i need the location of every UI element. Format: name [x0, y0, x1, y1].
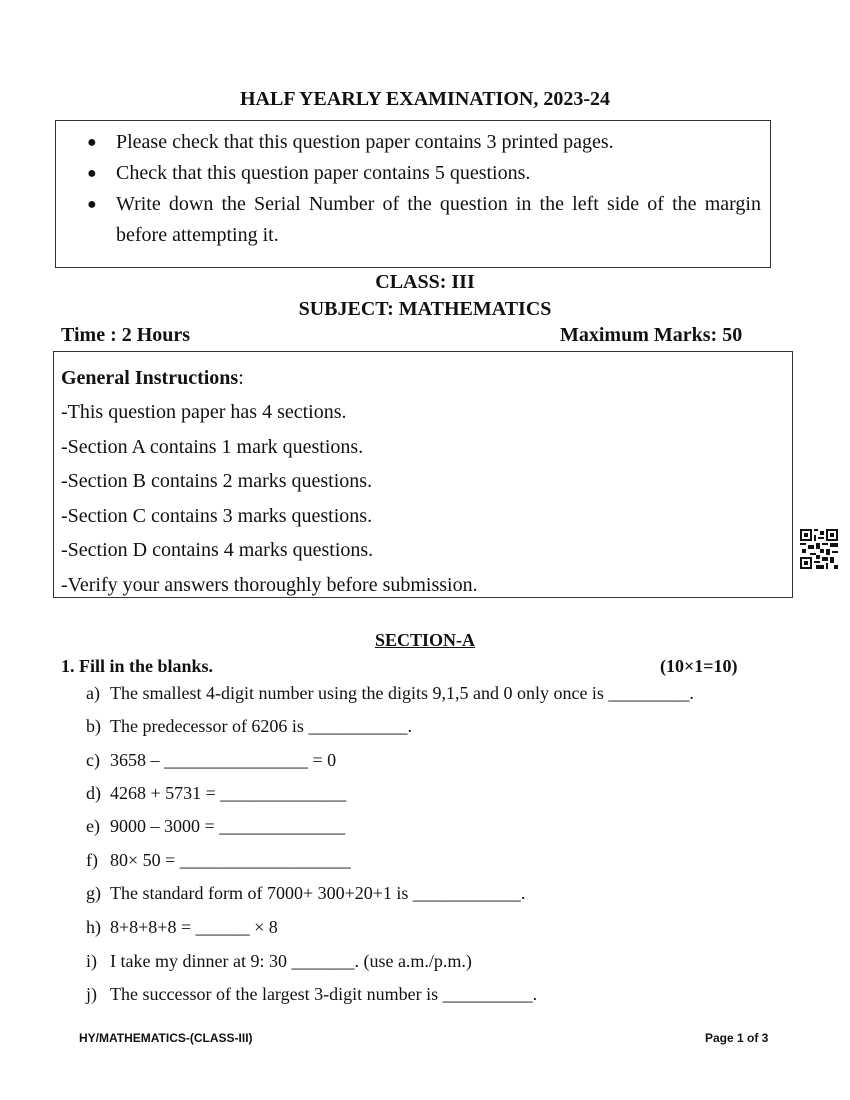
item-text: 4268 + 5731 = ______________	[110, 783, 347, 803]
note-item	[87, 189, 761, 251]
question-item	[86, 783, 346, 804]
instruction-line: -This question paper has 4 sections.	[61, 401, 347, 423]
question-item	[86, 850, 351, 871]
note-text: Check that this question paper contains 5 questions.	[116, 162, 531, 184]
bullet-icon: ●	[87, 134, 97, 151]
instruction-line: -Verify your answers thoroughly before submission.	[61, 574, 478, 596]
item-text: 80× 50 = ___________________	[110, 850, 351, 870]
item-label: b)	[86, 716, 101, 736]
footer-paper-code: HY/MATHEMATICS-(CLASS-III)	[79, 1031, 253, 1045]
bullet-icon: ●	[87, 196, 97, 213]
item-text: The smallest 4-digit number using the digits 9,1,5 and 0 only once is _________.	[110, 683, 694, 703]
footer-page-number: Page 1 of 3	[705, 1031, 769, 1045]
qr-code-icon	[800, 529, 838, 569]
notes-box	[55, 120, 771, 268]
item-text: The predecessor of 6206 is ___________.	[110, 716, 412, 736]
general-instructions-heading	[61, 367, 244, 390]
item-label: g)	[86, 883, 101, 903]
item-text: The successor of the largest 3-digit number is __________.	[110, 984, 538, 1004]
item-label: c)	[86, 750, 100, 770]
section-a-title: SECTION-A	[374, 630, 476, 650]
item-label: a)	[86, 683, 100, 703]
question-item	[86, 984, 537, 1005]
instruction-line: -Section D contains 4 marks questions.	[61, 539, 374, 561]
instruction-line: -Section B contains 2 marks questions.	[61, 470, 373, 492]
question-item	[86, 816, 345, 837]
bullet-icon: ●	[87, 165, 97, 182]
instructions-heading-colon: :	[238, 367, 244, 389]
item-text: The standard form of 7000+ 300+20+1 is ____________.	[110, 883, 526, 903]
exam-title: HALF YEARLY EXAMINATION, 2023-24	[239, 88, 611, 110]
note-item	[87, 158, 761, 189]
note-text: Please check that this question paper contains 3 printed pages.	[116, 131, 614, 153]
subject-label: SUBJECT: MATHEMATICS	[298, 298, 552, 320]
question-item	[86, 683, 694, 704]
item-label: j)	[86, 984, 97, 1004]
item-label: f)	[86, 850, 98, 870]
item-label: e)	[86, 816, 100, 836]
note-item	[87, 127, 761, 158]
instruction-line: -Section C contains 3 marks questions.	[61, 505, 373, 527]
instructions-heading-text: General Instructions	[61, 367, 239, 389]
item-text: I take my dinner at 9: 30 _______. (use a.m./p.m.)	[110, 951, 472, 971]
time-label: Time : 2 Hours	[61, 324, 191, 346]
question-item	[86, 883, 525, 904]
instruction-line: -Section A contains 1 mark questions.	[61, 436, 364, 458]
item-text: 3658 – ________________ = 0	[110, 750, 337, 770]
question-item	[86, 917, 278, 938]
class-label: CLASS: III	[375, 271, 475, 293]
item-label: i)	[86, 951, 97, 971]
item-label: h)	[86, 917, 101, 937]
item-text: 9000 – 3000 = ______________	[110, 816, 346, 836]
question-1-title: 1. Fill in the blanks.	[61, 656, 214, 676]
note-text: Write down the Serial Number of the question in the left side of the margin before attempting it.	[116, 193, 761, 246]
item-text: 8+8+8+8 = ______ × 8	[110, 917, 278, 937]
question-item	[86, 951, 472, 972]
item-label: d)	[86, 783, 101, 803]
question-item	[86, 750, 336, 771]
max-marks-label: Maximum Marks: 50	[560, 324, 743, 346]
question-1-marks: (10×1=10)	[660, 656, 738, 676]
question-item	[86, 716, 412, 737]
